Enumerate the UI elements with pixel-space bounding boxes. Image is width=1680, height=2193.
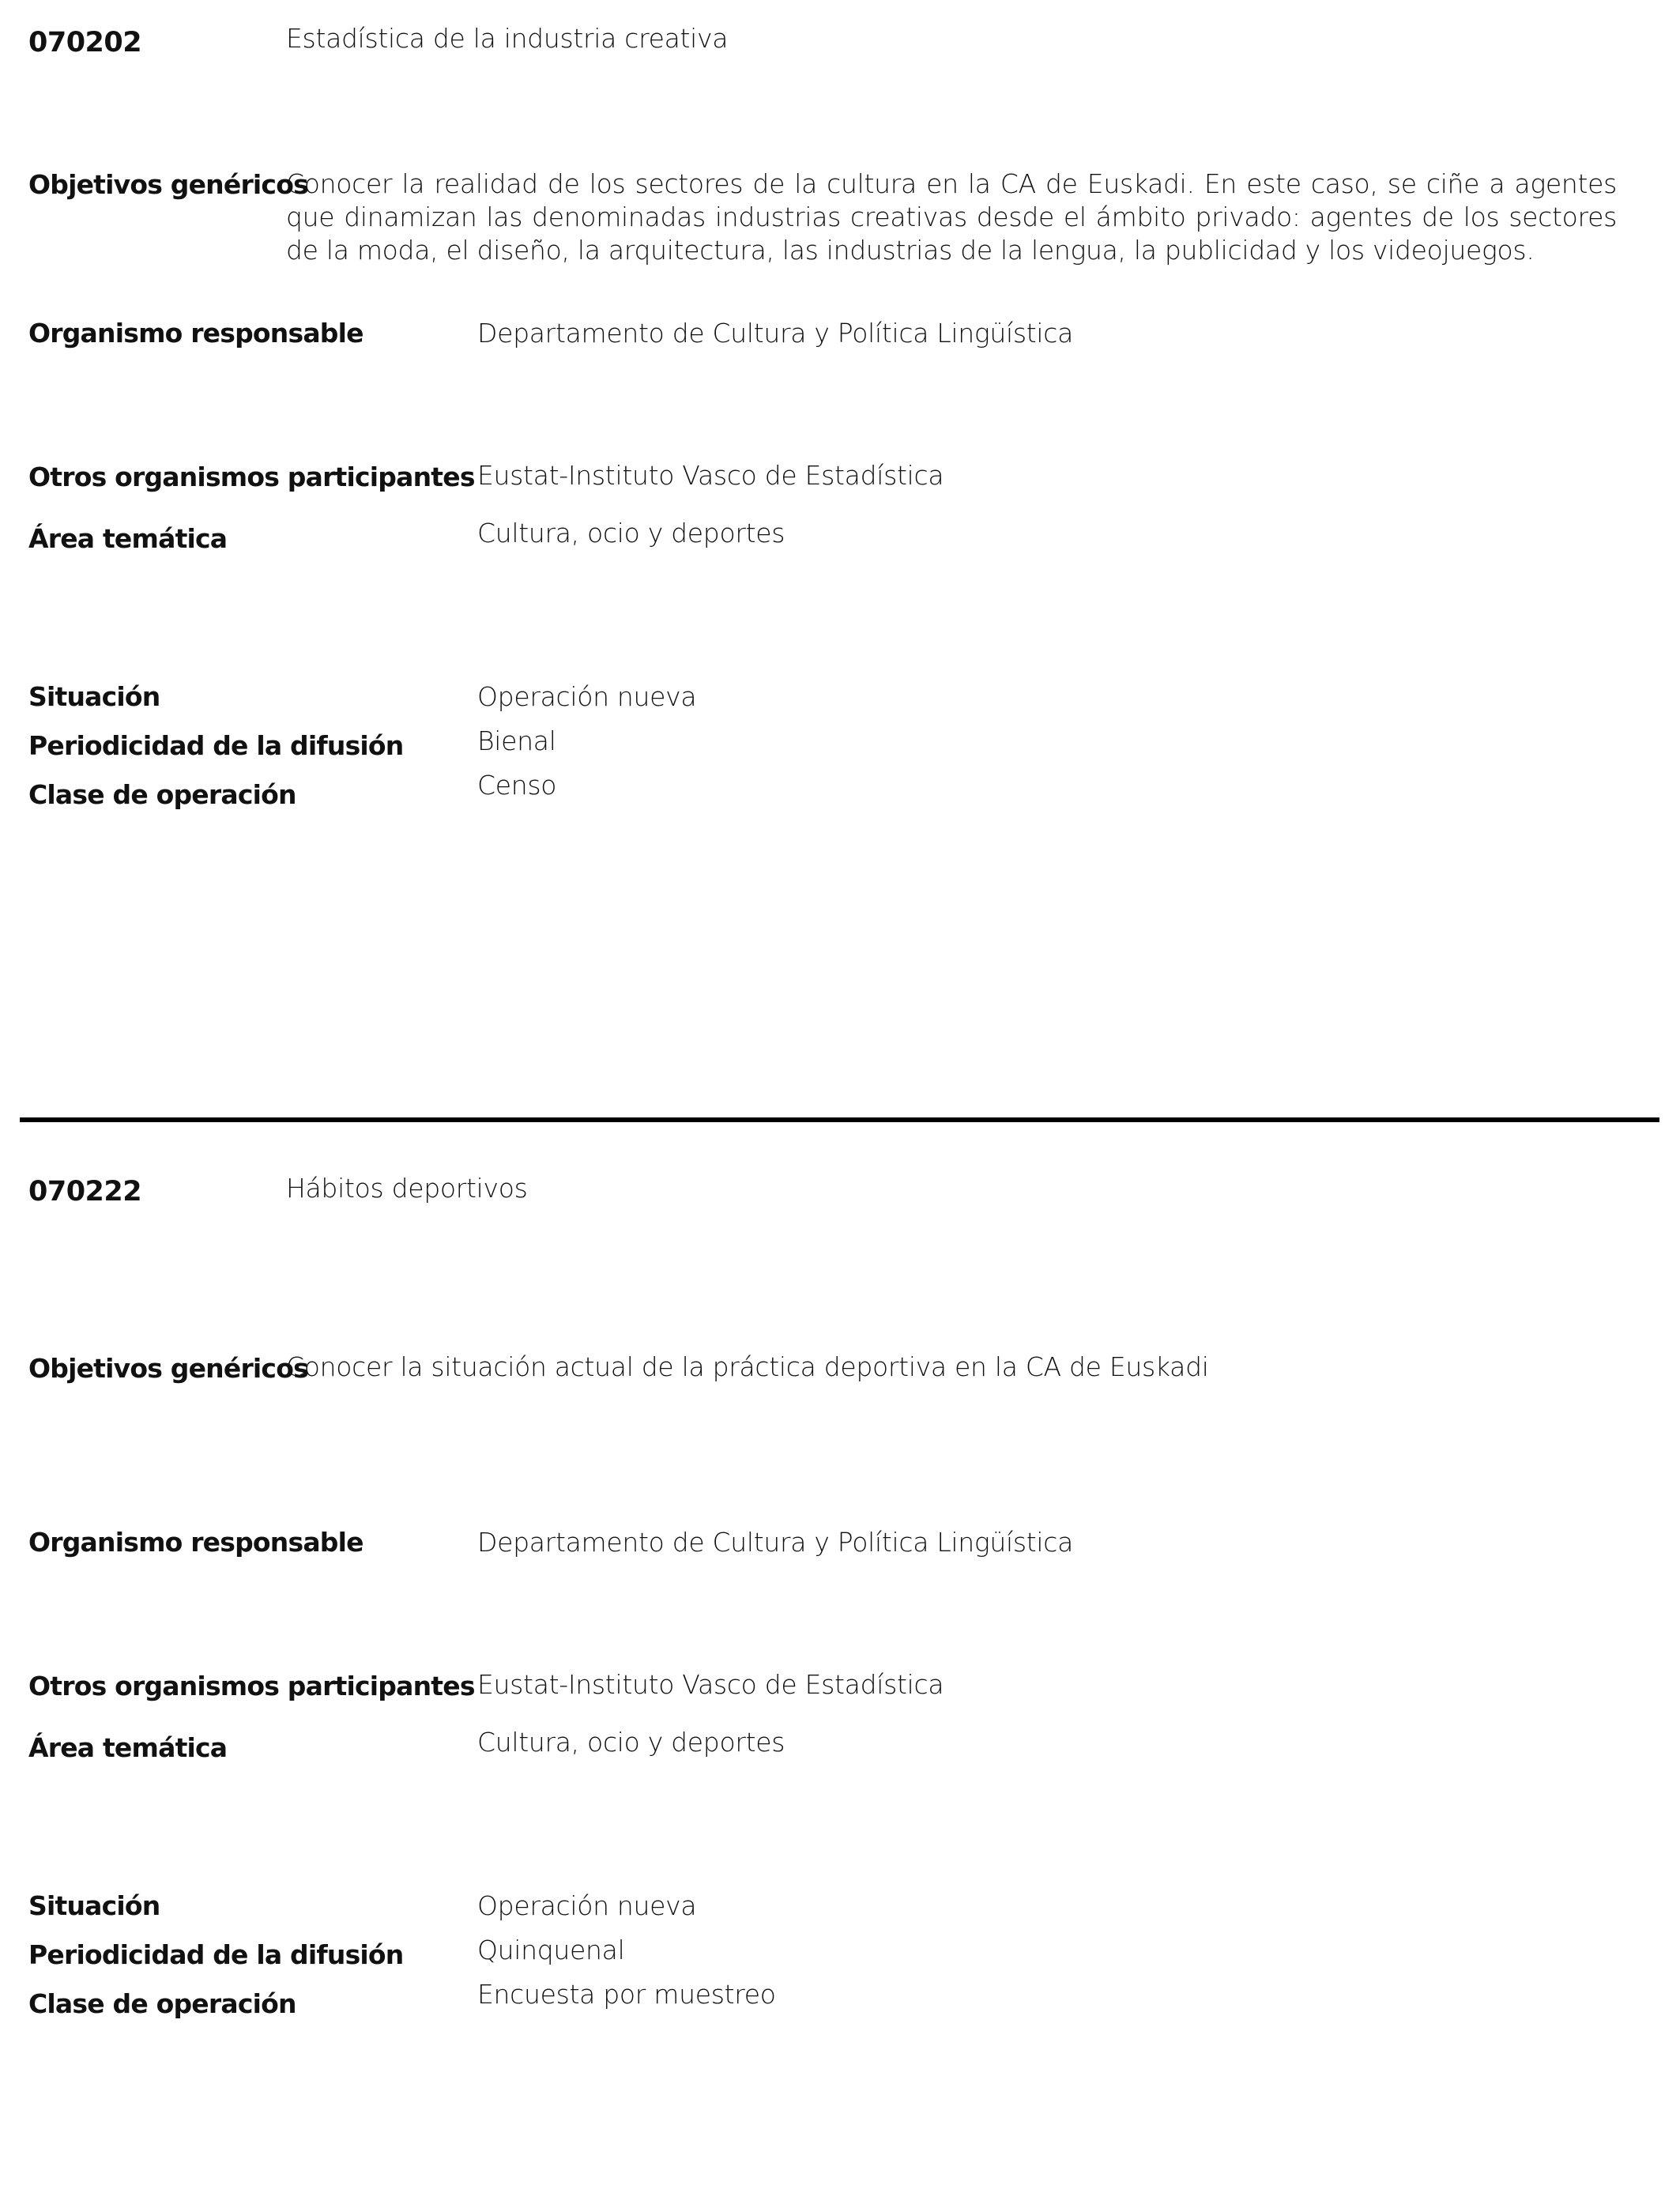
otros-label: Otros organismos participantes [28,462,475,492]
area-label: Área temática [28,523,228,554]
record-code: 070202 [28,27,142,58]
objetivos-label: Objetivos genéricos [28,1353,308,1384]
otros-value: Eustat-Instituto Vasco de Estadística [477,1669,944,1700]
situacion-label: Situación [28,1890,160,1921]
objetivos-value: Conocer la realidad de los sectores de la cultura en la CA de Euskadi. En este caso, se ciñe a agentes que dinamizan las denominadas industrias creativas desde el ámbito privado: agentes de los sectores de la moda, el diseño, la arquitectura, las industrias de la lengua, la publicidad y los videojuegos. [286,168,1617,266]
section-divider [20,1117,1659,1122]
periodicidad-value: Bienal [477,725,556,756]
periodicidad-label: Periodicidad de la difusión [28,730,404,761]
record-title: Estadística de la industria creativa [286,23,729,54]
organismo-value: Departamento de Cultura y Política Lingüística [477,318,1074,349]
objetivos-value: Conocer la situación actual de la práctica deportiva en la CA de Euskadi [286,1351,1209,1382]
clase-value: Censo [477,770,557,801]
record-title: Hábitos deportivos [286,1173,528,1204]
periodicidad-label: Periodicidad de la difusión [28,1939,404,1970]
periodicidad-value: Quinquenal [477,1935,625,1965]
area-label: Área temática [28,1732,228,1763]
situacion-label: Situación [28,681,160,712]
otros-value: Eustat-Instituto Vasco de Estadística [477,460,944,491]
record-code: 070222 [28,1176,142,1208]
organismo-label: Organismo responsable [28,1527,363,1558]
objetivos-label: Objetivos genéricos [28,169,308,200]
area-value: Cultura, ocio y deportes [477,518,785,548]
situacion-value: Operación nueva [477,1890,697,1921]
clase-label: Clase de operación [28,1988,296,2019]
clase-value: Encuesta por muestreo [477,1979,776,2010]
organismo-label: Organismo responsable [28,318,363,349]
area-value: Cultura, ocio y deportes [477,1727,785,1758]
situacion-value: Operación nueva [477,681,697,712]
clase-label: Clase de operación [28,779,296,810]
otros-label: Otros organismos participantes [28,1671,475,1701]
organismo-value: Departamento de Cultura y Política Lingüística [477,1527,1074,1558]
